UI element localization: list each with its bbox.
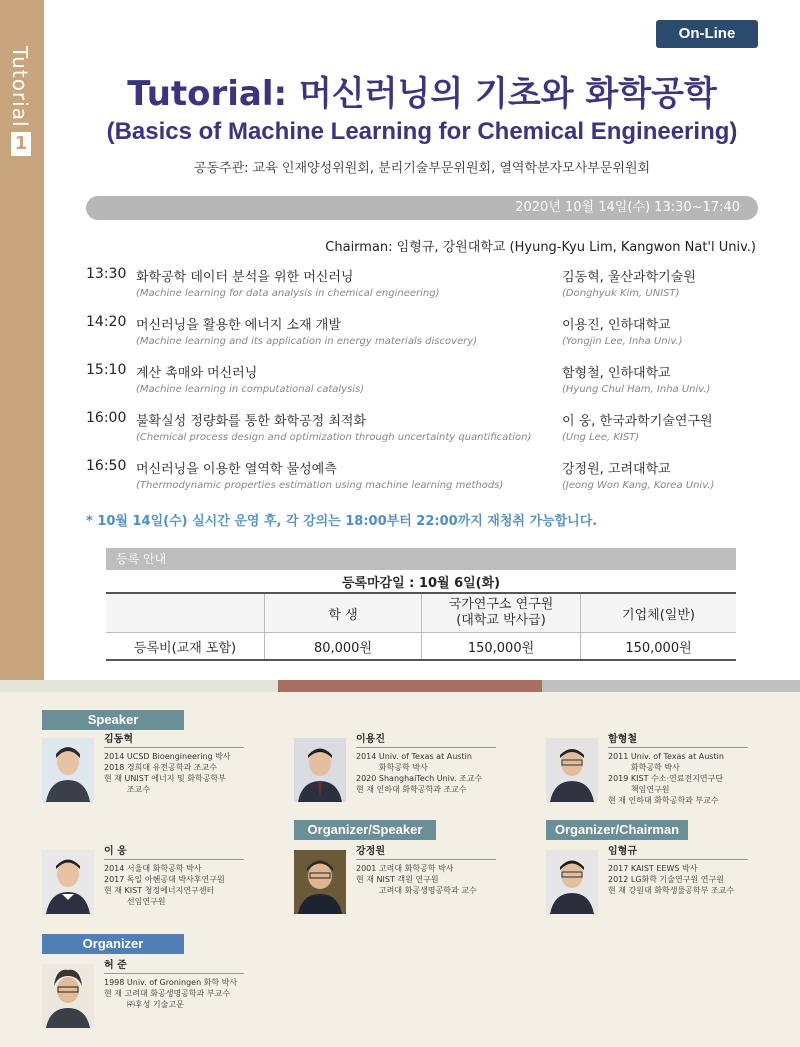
bio-line: 조교수 — [104, 785, 151, 794]
bio-line: 고려대 화공생명공학과 교수 — [356, 886, 477, 895]
session-row — [86, 454, 766, 502]
bio-line: 현 재 UNIST 에너지 및 화학공학부 — [104, 774, 226, 783]
speaker-bio — [608, 734, 748, 806]
online-badge: On-Line — [656, 20, 758, 48]
session-time: 16:00 — [86, 410, 127, 426]
speaker-bio — [608, 846, 748, 896]
person-name: 허 준 — [104, 960, 244, 974]
speaker-photo — [294, 850, 346, 914]
bio-line: 2017 KAIST EEWS 박사 — [608, 864, 698, 873]
bio-line: 2001 고려대 화학공학 박사 — [356, 864, 454, 873]
speaker-photo — [42, 738, 94, 802]
session-speaker: 김동혁, 울산과학기술원 — [562, 270, 696, 285]
bio-line: 선임연구원 — [104, 897, 166, 906]
session-time: 15:10 — [86, 362, 127, 378]
session-speaker-en: (Hyung Chul Ham, Inha Univ.) — [562, 384, 711, 395]
session-speaker: 강정원, 고려대학교 — [562, 462, 671, 477]
session-speaker-en: (Yongjin Lee, Inha Univ.) — [562, 336, 683, 347]
session-title: 계산 촉매와 머신러닝 — [136, 366, 258, 381]
session-speaker-en: (Donghyuk Kim, UNIST) — [562, 288, 680, 299]
page-subtitle: (Basics of Machine Learning for Chemical Engineering) — [106, 118, 738, 145]
speaker-tag: Speaker — [42, 710, 184, 730]
organizer-tag: Organizer — [42, 934, 184, 954]
side-label-block — [2, 40, 42, 160]
person-name: 김동혁 — [104, 734, 244, 748]
bio-line: 2017 독일 아헨공대 박사후연구원 — [104, 875, 225, 884]
divider-segment — [0, 680, 278, 692]
page-title: Tutorial: 머신러닝의 기초와 화학공학 — [127, 74, 717, 114]
bio-line: 현 재 KIST 청정에너지연구센터 — [104, 886, 215, 895]
registration-deadline: 등록마감일 : 10월 6일(화) — [341, 576, 501, 591]
table-header-cell — [106, 593, 265, 633]
session-title: 머신러닝을 활용한 에너지 소재 개발 — [136, 318, 341, 333]
person-name: 함형철 — [608, 734, 748, 748]
registration-header: 등록 안내 — [106, 548, 736, 570]
bio-line: 2014 Univ. of Texas at Austin — [356, 752, 472, 761]
speaker-bio — [104, 846, 244, 907]
bio-line: 1998 Univ. of Groningen 화학 박사 — [104, 978, 238, 987]
session-speaker-en: (Jeong Won Kang, Korea Univ.) — [562, 480, 715, 491]
session-row — [86, 262, 766, 310]
table-header-cell — [422, 593, 581, 633]
organizer-chairman-tag: Organizer/Chairman — [546, 820, 688, 840]
session-title-en: (Thermodynamic properties estimation using machine learning methods) — [136, 480, 504, 491]
bio-line: 책임연구원 — [608, 785, 670, 794]
session-title: 불확실성 정량화를 통한 화학공정 최적화 — [136, 414, 367, 429]
person-name: 이 웅 — [104, 846, 244, 860]
session-row — [86, 310, 766, 358]
person-name: 강정원 — [356, 846, 496, 860]
session-title-en: (Chemical process design and optimization through uncertainty quantification) — [136, 432, 532, 443]
bio-line: 2014 UCSD Bioengineering 박사 — [104, 752, 231, 761]
column-label-line2: (대학교 박사급) — [456, 613, 546, 628]
speaker-photo — [294, 738, 346, 802]
bio-line: 현 재 강원대 화학생물공학부 조교수 — [608, 886, 735, 895]
session-title: 머신러닝을 이용한 열역학 물성예측 — [136, 462, 337, 477]
session-speaker: 이용진, 인하대학교 — [562, 318, 671, 333]
bio-line: 현 재 고려대 화공생명공학과 부교수 — [104, 989, 231, 998]
side-strip — [0, 0, 44, 680]
bio-line: 화학공학 박사 — [608, 763, 680, 772]
divider-segment — [542, 680, 800, 692]
organizer-speaker-tag: Organizer/Speaker — [294, 820, 436, 840]
person-name: 임형규 — [608, 846, 748, 860]
speaker-bio — [104, 960, 244, 1010]
speaker-photo — [546, 738, 598, 802]
bio-line: 2012 LG화학 기술연구원 연구원 — [608, 875, 724, 884]
fee-cell: 150,000원 — [581, 633, 737, 661]
session-speaker: 함형철, 인하대학교 — [562, 366, 671, 381]
table-header-cell: 기업체(일반) — [581, 593, 737, 633]
session-time: 16:50 — [86, 458, 127, 474]
session-row — [86, 406, 766, 454]
session-title-en: (Machine learning for data analysis in chemical engineering) — [136, 288, 440, 299]
cohost-line: 공동주관: 교육 인재양성위원회, 분리기술부문위원회, 열역학분자모사부문위원회 — [193, 161, 651, 176]
table-header-cell: 학 생 — [265, 593, 422, 633]
speaker-photo — [42, 850, 94, 914]
session-time: 13:30 — [86, 266, 127, 282]
bio-line: 2011 Univ. of Texas at Austin — [608, 752, 724, 761]
session-speaker-en: (Ung Lee, KIST) — [562, 432, 640, 443]
speaker-photo — [42, 964, 94, 1028]
fee-cell: 80,000원 — [265, 633, 422, 661]
bio-line: 2019 KIST 수소·연료전지연구단 — [608, 774, 724, 783]
bio-line: 2014 서울대 화학공학 박사 — [104, 864, 202, 873]
registration-table — [106, 592, 736, 661]
speaker-bio — [356, 846, 496, 896]
bio-line: 현 재 인하대 화학공학과 부교수 — [608, 796, 719, 805]
session-speaker: 이 웅, 한국과학기술연구원 — [562, 414, 713, 429]
session-row — [86, 358, 766, 406]
speaker-photo — [546, 850, 598, 914]
session-title-en: (Machine learning in computational catalysis) — [136, 384, 365, 395]
bio-line: 2020 ShanghaiTech Univ. 조교수 — [356, 774, 483, 783]
session-title-en: (Machine learning and its application in energy materials discovery) — [136, 336, 478, 347]
fee-cell: 150,000원 — [422, 633, 581, 661]
speaker-bio — [356, 734, 496, 795]
column-label-line1: 국가연구소 연구원 — [448, 597, 554, 612]
bio-line: 화학공학 박사 — [356, 763, 428, 772]
table-row-label: 등록비(교재 포함) — [106, 633, 265, 661]
replay-notice: * 10월 14일(수) 실시간 운영 후, 각 강의는 18:00부터 22:00까지 재청취 가능합니다. — [86, 514, 598, 529]
person-name: 이용진 — [356, 734, 496, 748]
session-title: 화학공학 데이터 분석을 위한 머신러닝 — [136, 270, 354, 285]
divider-segment — [278, 680, 542, 692]
date-bar: 2020년 10월 14일(수) 13:30~17:40 — [86, 196, 758, 220]
chairman-line: Chairman: 임형규, 강원대학교 (Hyung-Kyu Lim, Kangwon Nat'l Univ.) — [325, 240, 756, 255]
bio-line: 현 재 인하대 화학공학과 조교수 — [356, 785, 467, 794]
session-time: 14:20 — [86, 314, 127, 330]
side-number: 1 — [11, 132, 31, 156]
bio-line: 현 재 NIST 객원 연구원 — [356, 875, 439, 884]
speaker-bio — [104, 734, 244, 795]
side-label: Tutorial — [8, 46, 32, 128]
bio-line: 2018 경희대 유전공학과 조교수 — [104, 763, 217, 772]
schedule — [86, 262, 766, 502]
bio-line: ㈜후성 기술고문 — [104, 1000, 184, 1009]
